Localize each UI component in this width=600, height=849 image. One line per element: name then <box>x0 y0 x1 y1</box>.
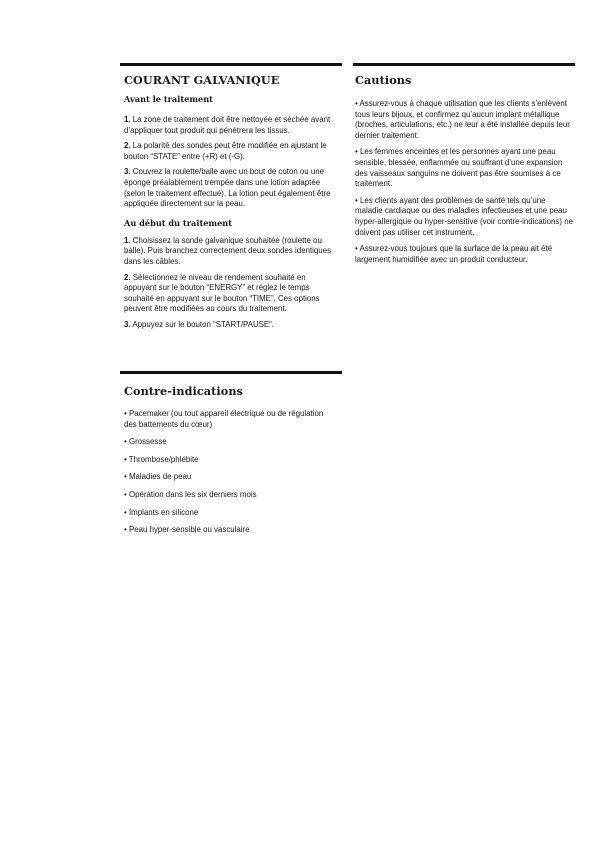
contra-item: • Opération dans les six derniers mois <box>124 489 257 499</box>
before-step-3: 3. Couvrez la roulette/balle avec un bout de coton ou une éponge préalablement trempée dans une lotion adaptée (selon le traitement effectué). La lotion peut également être appliquée directement sur la peau. <box>124 167 331 209</box>
start-step-1: 1. Choisissez la sonde galvanique souhaitée (roulette ou balle). Puis branchez correctement deux sondes identiques dans les câbles. <box>124 235 332 266</box>
start-step-3: 3. Appuyez sur le bouton “START/PAUSE”. <box>124 319 275 329</box>
galvanic-title: COURANT GALVANIQUE <box>124 73 280 87</box>
contra-top-rule <box>120 371 342 374</box>
contra-title: Contre-indications <box>124 384 243 398</box>
cautions-top-rule <box>353 63 575 66</box>
before-treatment-heading: Avant le traitement <box>124 94 213 104</box>
cautions-title: Cautions <box>355 73 412 87</box>
cautions-section <box>355 73 573 265</box>
caution-item: • Assurez-vous toujours que la surface de la peau ait été largement humidifiée avec un produit conducteur. <box>355 244 553 264</box>
contra-item: • Grossesse <box>124 437 167 447</box>
contra-item: • Thrombose/phlébite <box>124 454 199 464</box>
start-step-2: 2. Sélectionnez le niveau de rendement souhaité en appuyant sur le bouton “ENERGY” et réglez le temps souhaité en appuyant sur le bouton “TIME”. Ces options peuvent être modifiées au cours du traitement. <box>124 272 320 314</box>
galvanic-section <box>124 73 338 331</box>
contra-item: • Peau hyper-sensible ou vasculaire <box>124 525 250 535</box>
galvanic-top-rule <box>120 63 342 66</box>
start-treatment-heading: Au début du traitement <box>124 217 233 228</box>
caution-item: • Les clients ayant des problèmes de santé tels qu’une maladie cardiaque ou des maladies infectieuses et une peau hyper-allergique ou hyper-sensitive (voir contre-indications) ne doivent pas utiliser cet instrument. <box>355 195 573 237</box>
contra-item: • Maladies de peau <box>124 472 192 482</box>
contra-section <box>124 384 338 536</box>
before-step-1: 1. La zone de traitement doit être nettoyée et séchée avant d’appliquer tout produit qui pénétrera les tissus. <box>124 115 331 135</box>
contra-item: • Implants en silicone <box>124 507 199 517</box>
contra-item: • Pacemaker (ou tout appareil électrique ou de régulation des battements du cœur) <box>124 409 324 429</box>
caution-item: • Assurez-vous à chaque utilisation que les clients s’enlèvent tous leurs bijoux, et confirmez qu’aucun implant métallique (broches, articulations, etc.) ne leur a été installée depuis leur dernier traitement. <box>355 99 570 140</box>
before-step-2: 2. La polarité des sondes peut être modifiée en ajustant le bouton “STATE” entre (+R) et (-G). <box>124 141 327 161</box>
caution-item: • Les femmes enceintes et les personnes ayant une peau sensible, blessée, enflammée ou souffrant d’une expansion des vaisseaux sanguins ne doivent pas être soumises à ce traitement. <box>355 147 563 189</box>
